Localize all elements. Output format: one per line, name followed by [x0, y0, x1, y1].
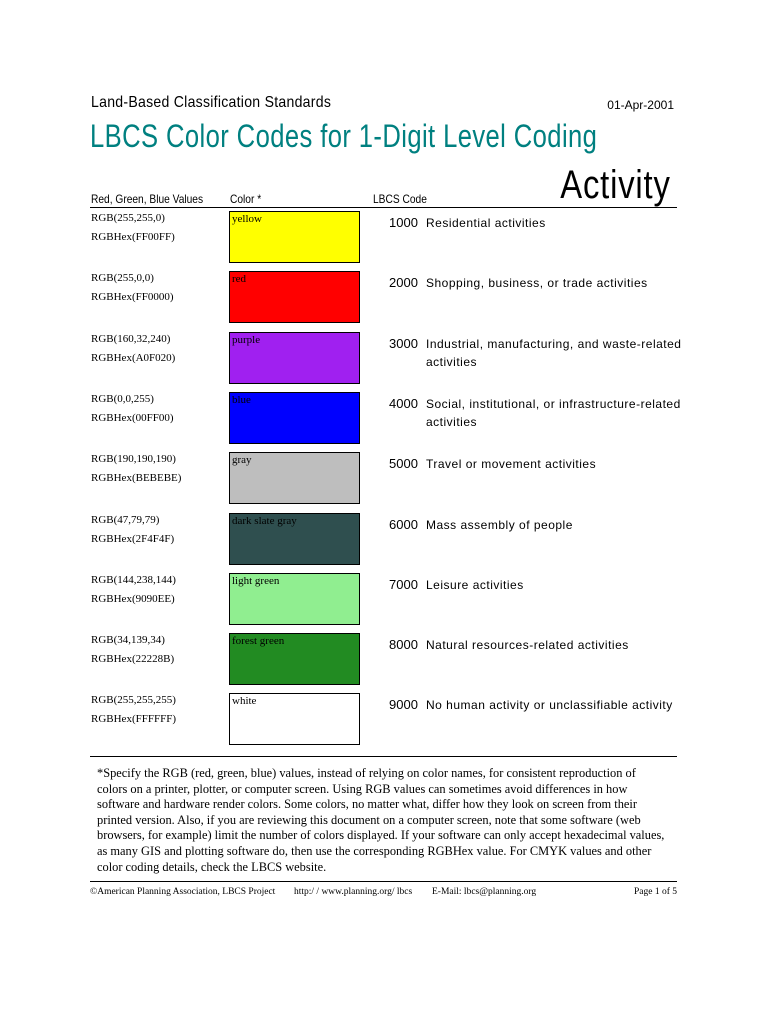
header-rule	[90, 207, 677, 208]
activity-description: No human activity or unclassifiable activity	[426, 698, 673, 712]
color-name: blue	[232, 394, 251, 406]
footnote: *Specify the RGB (red, green, blue) values, instead of relying on color names, for consistent reproduction of colors on a printer, plotter, or computer screen. Using RGB values can sometimes avoid differences in how software and hardware render colors. Some colors, no matter what, differ how they look on screen from their printed version. Also, if you are reviewing this document on a computer screen, note that some software (web browsers, for example) limit the number of colors displayed. If your software can only accept hexadecimal values, as many GIS and plotting software do, then use the corresponding RGBHex value. For CMYK values and other color coding details, check the LBCS website.	[97, 766, 665, 874]
color-name: yellow	[232, 213, 262, 225]
page-title: LBCS Color Codes for 1-Digit Level Coding	[90, 118, 598, 154]
activity-description: Natural resources-related activities	[426, 638, 629, 652]
column-header-color: Color *	[230, 192, 262, 206]
rgb-value: RGB(34,139,34)	[91, 634, 165, 646]
activity-description: Industrial, manufacturing, and waste-related activities	[426, 337, 682, 369]
rgb-value: RGB(255,0,0)	[91, 272, 154, 284]
lbcs-code: 8000	[389, 637, 418, 652]
rgb-hex-value: RGBHex(22228B)	[91, 653, 175, 665]
rgb-hex-value: RGBHex(A0F020)	[91, 352, 176, 364]
color-swatch	[229, 452, 360, 504]
footer-page-number: Page 1 of 5	[633, 887, 677, 897]
color-swatch	[229, 633, 360, 685]
rgb-value: RGB(255,255,0)	[91, 212, 165, 224]
activity-description: Residential activities	[426, 216, 546, 230]
activity-description: Social, institutional, or infrastructure-related activities	[426, 397, 681, 429]
document-date: 01-Apr-2001	[607, 98, 674, 112]
footer-url[interactable]: http:/ / www.planning.org/ lbcs	[294, 887, 413, 897]
color-name: white	[232, 695, 257, 707]
lbcs-code: 3000	[389, 336, 418, 351]
column-header-rgb: Red, Green, Blue Values	[91, 192, 204, 206]
rgb-value: RGB(47,79,79)	[91, 514, 160, 526]
lbcs-code: 7000	[389, 577, 418, 592]
rgb-value: RGB(144,238,144)	[91, 574, 176, 586]
rgb-hex-value: RGBHex(FF0000)	[91, 291, 174, 303]
rgb-hex-value: RGBHex(FFFFFF)	[91, 713, 176, 725]
lbcs-code: 9000	[389, 697, 418, 712]
activity-description: Shopping, business, or trade activities	[426, 276, 648, 290]
footer-copyright: ©American Planning Association, LBCS Project	[90, 887, 276, 897]
color-name: red	[232, 273, 247, 285]
rgb-value: RGB(190,190,190)	[91, 453, 176, 465]
color-swatch	[229, 271, 360, 323]
footer-email[interactable]: E-Mail: lbcs@planning.org	[432, 887, 537, 897]
rgb-hex-value: RGBHex(9090EE)	[91, 593, 175, 605]
rgb-value: RGB(255,255,255)	[91, 694, 176, 706]
rgb-hex-value: RGBHex(BEBEBE)	[91, 472, 182, 484]
color-swatch	[229, 392, 360, 444]
section-title: Activity	[560, 163, 671, 207]
column-header-code: LBCS Code	[373, 192, 427, 206]
lbcs-code: 2000	[389, 275, 418, 290]
color-name: purple	[232, 334, 261, 346]
table-bottom-rule	[90, 756, 677, 757]
rgb-value: RGB(0,0,255)	[91, 393, 154, 405]
lbcs-code: 5000	[389, 456, 418, 471]
color-name: light green	[232, 575, 280, 587]
lbcs-code: 6000	[389, 517, 418, 532]
color-swatch	[229, 513, 360, 565]
activity-description: Leisure activities	[426, 578, 524, 592]
rgb-hex-value: RGBHex(00FF00)	[91, 412, 174, 424]
rgb-hex-value: RGBHex(FF00FF)	[91, 231, 175, 243]
color-name: gray	[232, 454, 252, 466]
rgb-hex-value: RGBHex(2F4F4F)	[91, 533, 175, 545]
color-name: forest green	[232, 635, 285, 647]
activity-description: Travel or movement activities	[426, 457, 597, 471]
color-name: dark slate gray	[232, 515, 297, 527]
lbcs-code: 4000	[389, 396, 418, 411]
rgb-value: RGB(160,32,240)	[91, 333, 171, 345]
color-swatch	[229, 332, 360, 384]
footer-rule	[90, 881, 677, 882]
color-swatch	[229, 211, 360, 263]
activity-description: Mass assembly of people	[426, 518, 573, 532]
document-subtitle: Land-Based Classification Standards	[91, 94, 332, 111]
lbcs-code: 1000	[389, 215, 418, 230]
color-swatch	[229, 573, 360, 625]
color-swatch	[229, 693, 360, 745]
